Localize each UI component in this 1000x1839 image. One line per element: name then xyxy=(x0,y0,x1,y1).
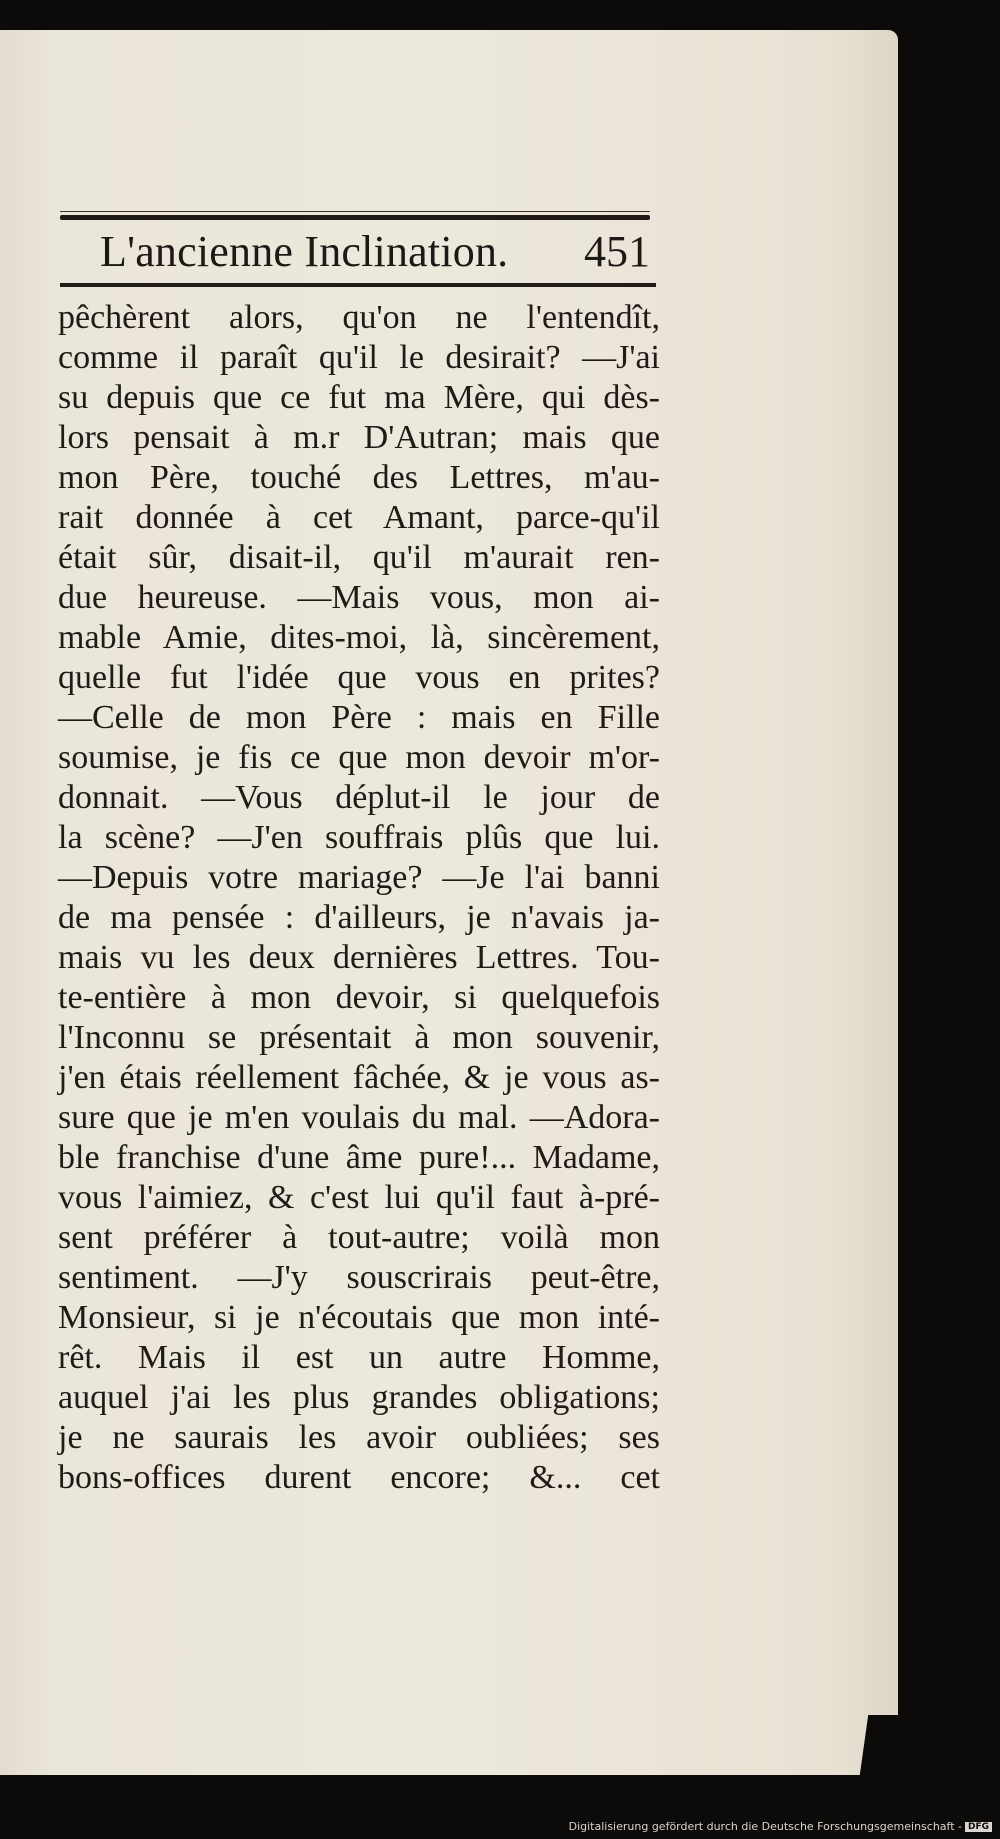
digitization-credit xyxy=(569,1820,992,1833)
text-line: bons-offices durent encore; &... cet xyxy=(58,1459,660,1496)
text-line: mon Père, touché des Lettres, m'au- xyxy=(58,459,660,496)
text-line: quelle fut l'idée que vous en prites? xyxy=(58,659,660,696)
text-line: comme il paraît qu'il le desirait? —J'ai xyxy=(58,339,660,376)
text-line: ble franchise d'une âme pure!... Madame, xyxy=(58,1139,660,1176)
page-number: 451 xyxy=(584,227,650,276)
text-line: —Depuis votre mariage? —Je l'ai banni xyxy=(58,859,660,896)
text-line: sure que je m'en voulais du mal. —Adora- xyxy=(58,1099,660,1136)
text-line: su depuis que ce fut ma Mère, qui dès- xyxy=(58,379,660,416)
text-line: te-entière à mon devoir, si quelquefois xyxy=(58,979,660,1016)
dfg-logo: DFG xyxy=(965,1822,992,1832)
text-line: je ne saurais les avoir oubliées; ses xyxy=(58,1419,660,1456)
credit-text: Digitalisierung gefördert durch die Deutsche Forschungsgemeinschaft - xyxy=(568,1820,962,1833)
header-rule-thin xyxy=(60,211,650,212)
header-rule-top xyxy=(60,215,650,220)
text-line: vous l'aimiez, & c'est lui qu'il faut à-pré- xyxy=(58,1179,660,1216)
text-line: la scène? —J'en souffrais plûs que lui. xyxy=(58,819,660,856)
text-line: était sûr, disait-il, qu'il m'aurait ren- xyxy=(58,539,660,576)
text-line: auquel j'ai les plus grandes obligations; xyxy=(58,1379,660,1416)
text-line: —Celle de mon Père : mais en Fille xyxy=(58,699,660,736)
text-line: l'Inconnu se présentait à mon souvenir, xyxy=(58,1019,660,1056)
text-line: mais vu les deux dernières Lettres. Tou- xyxy=(58,939,660,976)
text-line: pêchèrent alors, qu'on ne l'entendît, xyxy=(58,299,660,336)
text-line: mable Amie, dites-moi, là, sincèrement, xyxy=(58,619,660,656)
text-line: due heureuse. —Mais vous, mon ai- xyxy=(58,579,660,616)
book-page xyxy=(0,30,898,1775)
text-line: rêt. Mais il est un autre Homme, xyxy=(58,1339,660,1376)
text-line: rait donnée à cet Amant, parce-qu'il xyxy=(58,499,660,536)
text-line: Monsieur, si je n'écoutais que mon inté- xyxy=(58,1299,660,1336)
text-line: sentiment. —J'y souscrirais peut-être, xyxy=(58,1259,660,1296)
header-rule-bottom xyxy=(60,283,656,287)
text-line: sent préférer à tout-autre; voilà mon xyxy=(58,1219,660,1256)
text-line: de ma pensée : d'ailleurs, je n'avais ja- xyxy=(58,899,660,936)
text-line: soumise, je fis ce que mon devoir m'or- xyxy=(58,739,660,776)
running-title: L'ancienne Inclination. xyxy=(100,227,509,276)
text-line: lors pensait à m.r D'Autran; mais que xyxy=(58,419,660,456)
text-line: donnait. —Vous déplut-il le jour de xyxy=(58,779,660,816)
body-text xyxy=(58,298,660,1498)
running-head xyxy=(60,226,650,280)
text-line: j'en étais réellement fâchée, & je vous as- xyxy=(58,1059,660,1096)
